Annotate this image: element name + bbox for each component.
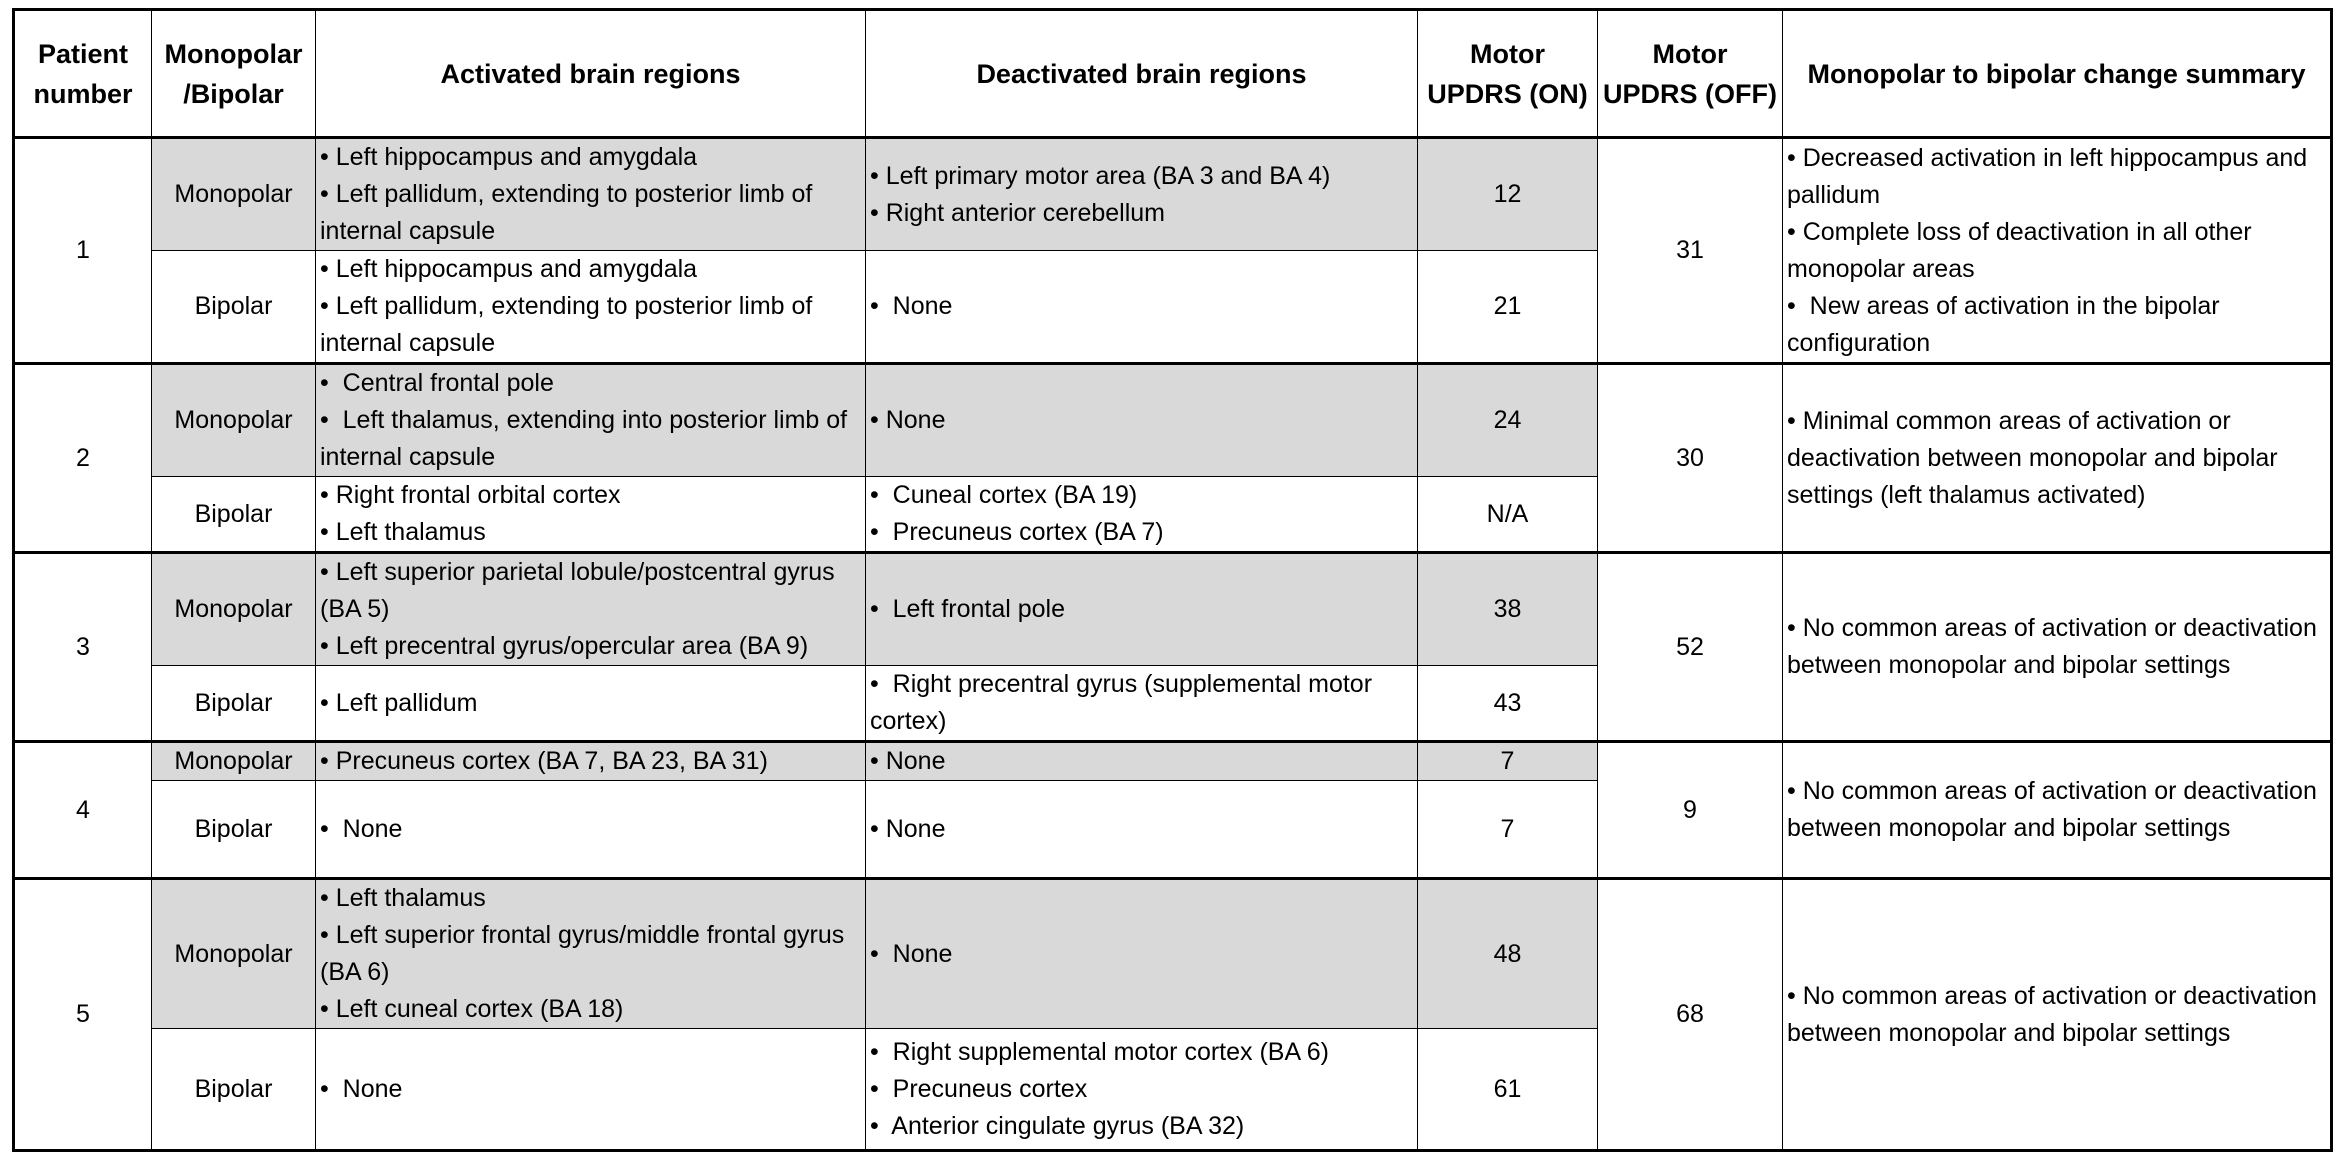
list-item: • Decreased activation in left hippocampus and pallidum (1787, 140, 2326, 214)
list-item: • None (320, 1071, 861, 1108)
list-item: • Left hippocampus and amygdala (320, 139, 861, 176)
list-item: • None (870, 811, 1413, 848)
updrs-on-cell: 38 (1418, 553, 1598, 666)
patient-group (14, 138, 2332, 364)
list-item: • None (320, 811, 861, 848)
list-item: • Right frontal orbital cortex (320, 477, 861, 514)
list-item: • Left thalamus (320, 514, 861, 551)
deactivated-cell (866, 1029, 1418, 1151)
list-item: • No common areas of activation or deactivation between monopolar and bipolar settings (1787, 610, 2326, 684)
activated-cell (316, 251, 866, 364)
summary-cell (1783, 364, 2332, 553)
list-item: • Right anterior cerebellum (870, 195, 1413, 232)
list-item: • None (870, 288, 1413, 325)
list-item: • Cuneal cortex (BA 19) (870, 477, 1413, 514)
table-row (14, 742, 2332, 781)
summary-cell (1783, 742, 2332, 879)
patient-number: 2 (14, 364, 152, 553)
list-item: • Left thalamus (320, 880, 861, 917)
list-item: • Left primary motor area (BA 3 and BA 4) (870, 158, 1413, 195)
updrs-on-cell: 7 (1418, 781, 1598, 879)
list-item: • Left pallidum, extending to posterior limb of internal capsule (320, 288, 861, 362)
updrs-on-cell: 21 (1418, 251, 1598, 364)
mode-cell: Monopolar (152, 553, 316, 666)
list-item: • None (870, 743, 1413, 780)
patient-group (14, 553, 2332, 742)
mode-cell: Monopolar (152, 364, 316, 477)
list-item: • Right supplemental motor cortex (BA 6) (870, 1034, 1413, 1071)
updrs-off-cell: 68 (1598, 879, 1783, 1151)
deactivated-cell (866, 553, 1418, 666)
header-deactivated: Deactivated brain regions (866, 10, 1418, 138)
table-row (14, 138, 2332, 251)
list-item: • Left thalamus, extending into posterior limb of internal capsule (320, 402, 861, 476)
patient-number: 1 (14, 138, 152, 364)
activated-cell (316, 138, 866, 251)
table-row (14, 364, 2332, 477)
deactivated-cell (866, 138, 1418, 251)
activated-cell (316, 477, 866, 553)
list-item: • Left cuneal cortex (BA 18) (320, 991, 861, 1028)
header-activated: Activated brain regions (316, 10, 866, 138)
deactivated-cell (866, 781, 1418, 879)
patient-group (14, 364, 2332, 553)
mode-cell: Bipolar (152, 666, 316, 742)
activated-cell (316, 781, 866, 879)
header-mode: Monopolar /Bipolar (152, 10, 316, 138)
deactivated-cell (866, 742, 1418, 781)
mode-cell: Bipolar (152, 477, 316, 553)
deactivated-cell (866, 364, 1418, 477)
activated-cell (316, 1029, 866, 1151)
mode-cell: Bipolar (152, 781, 316, 879)
list-item: • Precuneus cortex (BA 7, BA 23, BA 31) (320, 743, 861, 780)
mode-cell: Monopolar (152, 138, 316, 251)
header-summary: Monopolar to bipolar change summary (1783, 10, 2332, 138)
updrs-off-cell: 9 (1598, 742, 1783, 879)
table-row (14, 879, 2332, 1029)
list-item: • Right precentral gyrus (supplemental motor cortex) (870, 666, 1413, 740)
list-item: • Precuneus cortex (870, 1071, 1413, 1108)
activated-cell (316, 879, 866, 1029)
updrs-on-cell: 12 (1418, 138, 1598, 251)
activated-cell (316, 364, 866, 477)
patient-group (14, 742, 2332, 879)
activated-cell (316, 742, 866, 781)
list-item: • Anterior cingulate gyrus (BA 32) (870, 1108, 1413, 1145)
list-item: • Complete loss of deactivation in all other monopolar areas (1787, 214, 2326, 288)
mode-cell: Monopolar (152, 879, 316, 1029)
deactivated-cell (866, 477, 1418, 553)
activated-cell (316, 553, 866, 666)
mode-cell: Bipolar (152, 251, 316, 364)
updrs-on-cell: 7 (1418, 742, 1598, 781)
list-item: • Central frontal pole (320, 365, 861, 402)
summary-cell (1783, 138, 2332, 364)
list-item: • None (870, 936, 1413, 973)
updrs-on-cell: 61 (1418, 1029, 1598, 1151)
results-table (12, 8, 2333, 1152)
patient-number: 4 (14, 742, 152, 879)
deactivated-cell (866, 879, 1418, 1029)
list-item: • New areas of activation in the bipolar configuration (1787, 288, 2326, 362)
list-item: • Left frontal pole (870, 591, 1413, 628)
list-item: • Left pallidum (320, 685, 861, 722)
list-item: • Left hippocampus and amygdala (320, 251, 861, 288)
summary-cell (1783, 553, 2332, 742)
mode-cell: Monopolar (152, 742, 316, 781)
header-updrs-off: Motor UPDRS (OFF) (1598, 10, 1783, 138)
list-item: • Left precentral gyrus/opercular area (BA 9) (320, 628, 861, 665)
patient-group (14, 879, 2332, 1151)
table-row (14, 553, 2332, 666)
updrs-on-cell: 43 (1418, 666, 1598, 742)
updrs-off-cell: 31 (1598, 138, 1783, 364)
table-header (14, 10, 2332, 138)
list-item: • No common areas of activation or deactivation between monopolar and bipolar settings (1787, 773, 2326, 847)
list-item: • Left superior parietal lobule/postcentral gyrus (BA 5) (320, 554, 861, 628)
list-item: • Left superior frontal gyrus/middle frontal gyrus (BA 6) (320, 917, 861, 991)
deactivated-cell (866, 251, 1418, 364)
patient-number: 5 (14, 879, 152, 1151)
mode-cell: Bipolar (152, 1029, 316, 1151)
updrs-off-cell: 52 (1598, 553, 1783, 742)
list-item: • No common areas of activation or deactivation between monopolar and bipolar settings (1787, 978, 2326, 1052)
activated-cell (316, 666, 866, 742)
updrs-on-cell: 24 (1418, 364, 1598, 477)
list-item: • Precuneus cortex (BA 7) (870, 514, 1413, 551)
deactivated-cell (866, 666, 1418, 742)
updrs-on-cell: N/A (1418, 477, 1598, 553)
patient-number: 3 (14, 553, 152, 742)
header-patient-number: Patient number (14, 10, 152, 138)
list-item: • Minimal common areas of activation or deactivation between monopolar and bipolar settings (left thalamus activated) (1787, 403, 2326, 514)
updrs-on-cell: 48 (1418, 879, 1598, 1029)
updrs-off-cell: 30 (1598, 364, 1783, 553)
list-item: • None (870, 402, 1413, 439)
list-item: • Left pallidum, extending to posterior limb of internal capsule (320, 176, 861, 250)
header-updrs-on: Motor UPDRS (ON) (1418, 10, 1598, 138)
summary-cell (1783, 879, 2332, 1151)
